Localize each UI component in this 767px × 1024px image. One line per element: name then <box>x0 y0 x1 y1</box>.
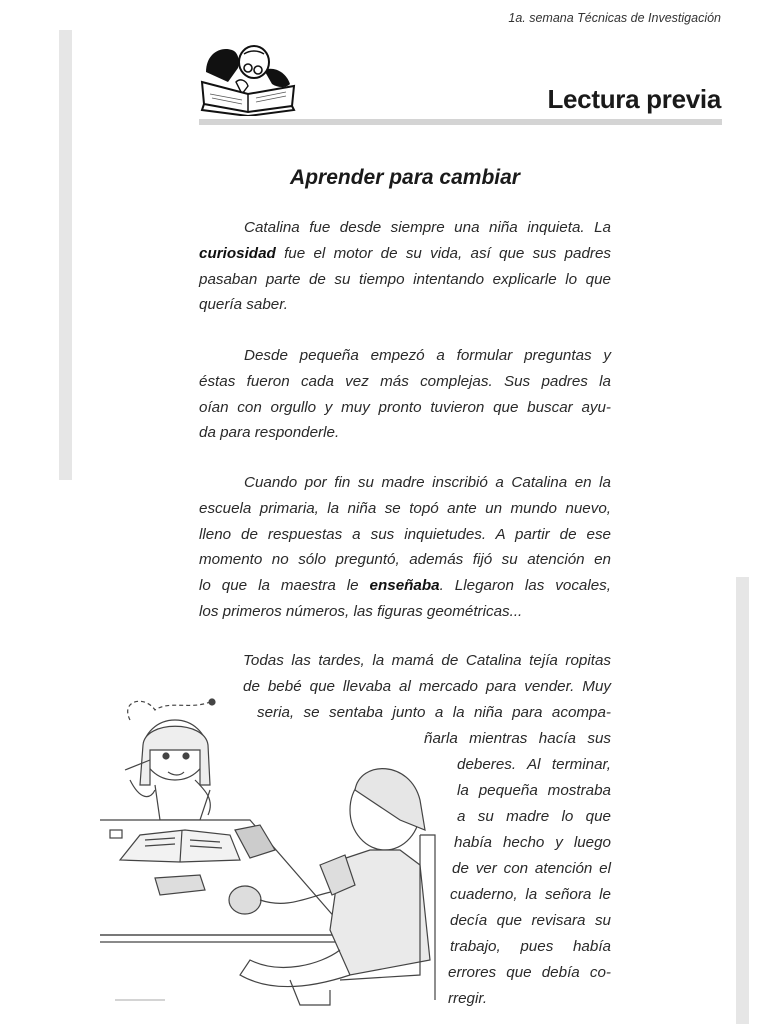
article-title: Aprender para cambiar <box>290 166 520 189</box>
paragraph-line: de ver con atención el <box>452 860 611 877</box>
paragraph-line: Desde pequeña empezó a formular preguntas y <box>244 347 611 364</box>
running-head: 1a. semana Técnicas de Investigación <box>508 11 721 25</box>
emphasis-curiosidad: curiosidad <box>199 244 276 262</box>
paragraph-line: seria, se sentaba junto a la niña para acompa- <box>257 704 611 721</box>
paragraph-line: quería saber. <box>199 296 288 314</box>
paragraph-line: Catalina fue desde siempre una niña inquieta. La <box>244 219 611 236</box>
paragraph-line: rregir. <box>448 990 488 1007</box>
header-rule <box>199 119 722 125</box>
paragraph-line: de bebé que llevaba al mercado para vender. Muy <box>243 678 611 695</box>
girl-and-mother-at-table-illustration <box>100 690 445 1010</box>
paragraph-line: escuela primaria, la niña se topó ante un mundo nuevo, <box>199 499 611 517</box>
left-margin-bar <box>59 30 72 480</box>
paragraph-line: lo que la maestra le enseñaba. Llegaron las vocales, <box>199 577 611 595</box>
paragraph-line: la pequeña mostraba <box>457 782 611 799</box>
right-margin-bar <box>736 577 749 1024</box>
paragraph-line: ñarla mientras hacía sus <box>424 730 611 747</box>
reading-man-icon <box>198 42 298 116</box>
paragraph-line: deberes. Al terminar, <box>457 756 611 773</box>
emphasis-ensenaba: enseñaba <box>369 577 440 595</box>
paragraph-line: decía que revisara su <box>450 912 611 929</box>
paragraph-1 <box>199 215 611 318</box>
paragraph-line: había hecho y luego <box>454 834 611 851</box>
paragraph-line: Cuando por fin su madre inscribió a Catalina en la <box>244 474 611 491</box>
paragraph-line: da para responderle. <box>199 424 340 442</box>
paragraph-line: curiosidad fue el motor de su vida, así que sus padres <box>199 244 611 262</box>
paragraph-line: Todas las tardes, la mamá de Catalina tejía ropitas <box>243 652 611 669</box>
paragraph-2 <box>199 343 611 446</box>
paragraph-3 <box>199 470 611 625</box>
paragraph-line: momento no sólo preguntó, además fijó su atención en <box>199 551 611 569</box>
paragraph-line: trabajo, pues había <box>450 938 611 955</box>
paragraph-line: cuaderno, la señora le <box>450 886 611 903</box>
paragraph-line: oían con orgullo y muy pronto tuvieron que buscar ayu- <box>199 398 611 416</box>
paragraph-line: pasaban parte de su tiempo intentando explicarle lo que <box>199 270 611 288</box>
section-title: Lectura previa <box>547 84 721 114</box>
paragraph-line: a su madre lo que <box>457 808 611 825</box>
paragraph-line: los primeros números, las figuras geométricas... <box>199 602 523 620</box>
paragraph-line: lleno de respuestas a sus inquietudes. A partir de ese <box>199 525 611 543</box>
paragraph-line: éstas fueron cada vez más complejas. Sus padres la <box>199 372 611 390</box>
paragraph-line: errores que debía co- <box>448 964 611 981</box>
